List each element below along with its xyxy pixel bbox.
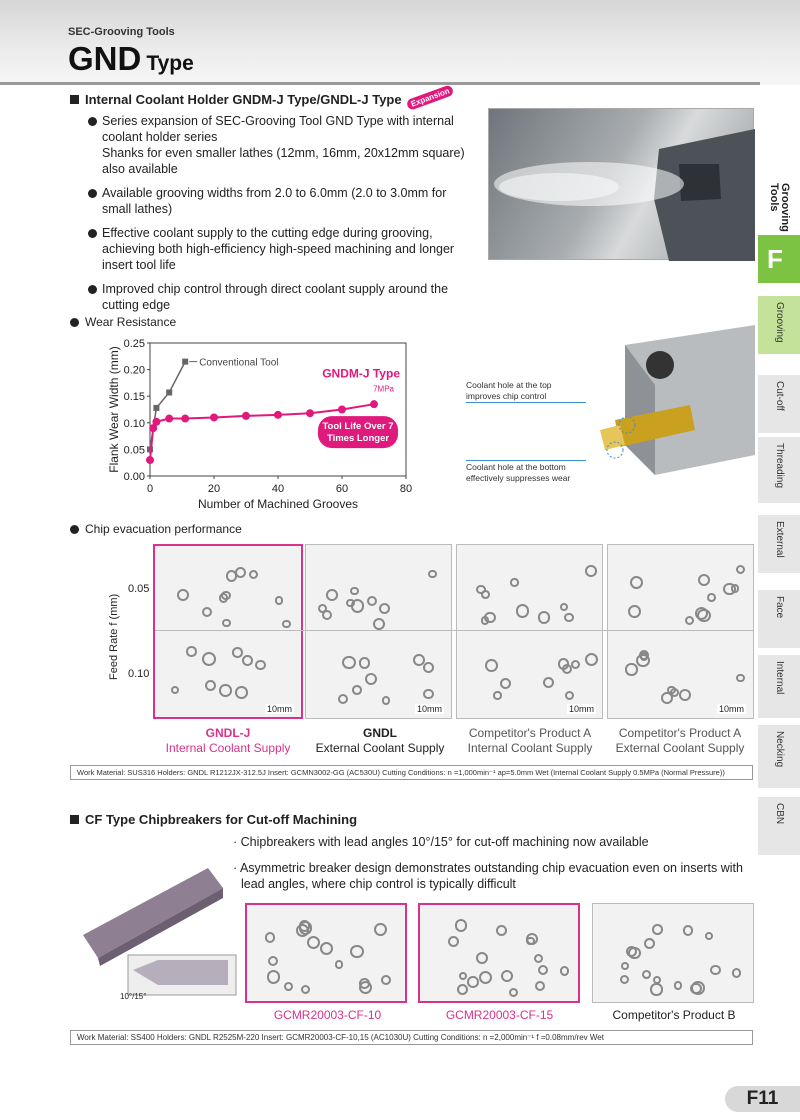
chip-spiral (481, 616, 490, 625)
feed-row-label: 0.05 (128, 583, 150, 595)
sample-label: Competitor's Product B (612, 1008, 736, 1022)
cf-line: · Asymmetric breaker design demonstrates outstanding chip evacuation even on inserts with lead angles, where chip control is typically difficult (233, 861, 743, 891)
cf-conditions: Work Material: SS400 Holders: GNDL R2525M-220 Insert: GCMR20003-CF-10,15 (AC1030U) Cutting Conditions: n =2,000min⁻¹ f =0.08mm/rev Wet (70, 1030, 753, 1045)
sample-photo-cf15 (418, 903, 580, 1003)
y-tick-label: 0.15 (123, 391, 145, 404)
chip-spiral (652, 924, 663, 935)
chip-spiral (205, 680, 216, 691)
side-tab-internal[interactable] (758, 655, 800, 720)
chip-spiral (485, 659, 498, 672)
side-tab-cutoff[interactable] (758, 375, 800, 435)
feature-item: Series expansion of SEC-Grooving Tool GND Type with internal coolant holder series Shanks for even smaller lathes (12mm, 16mm, 20x12mm square) also available (88, 113, 478, 177)
sample-label: GCMR20003-CF-10 (273, 1008, 382, 1022)
chip-spiral (674, 981, 683, 990)
data-point (153, 405, 159, 411)
x-tick-label: 60 (335, 483, 349, 495)
chip-eval-ylabel: Feed Rate f (mm) (108, 593, 120, 680)
chip-spiral (467, 976, 479, 988)
x-axis-label: Number of Machined Grooves (197, 497, 359, 511)
chip-spiral (585, 653, 598, 666)
col-desc: Internal Coolant Supply (467, 741, 593, 755)
data-point (306, 409, 314, 417)
section1-heading (70, 86, 454, 109)
chip-spiral (335, 960, 343, 968)
chip-spiral (560, 966, 570, 976)
wear-chart (100, 333, 430, 513)
chip-spiral (707, 593, 716, 602)
chip-spiral (326, 589, 338, 601)
chip-spiral (691, 981, 705, 995)
chip-spiral (232, 647, 243, 658)
chip-spiral (352, 685, 362, 695)
chip-photo-competitor-a-internal (456, 544, 603, 719)
chip-spiral (481, 590, 490, 599)
col-name: Competitor's Product A (618, 726, 742, 740)
feature-item: Available grooving widths from 2.0 to 6.0mm (2.0 to 3.0mm for small lathes) (88, 185, 478, 217)
chip-spiral (365, 673, 377, 685)
side-tab-letter (758, 235, 800, 285)
tab-label: Threading (774, 443, 785, 489)
tab-label: Cut-off (774, 381, 785, 411)
chip-spiral (359, 978, 370, 989)
chip-spiral (374, 923, 387, 936)
chip-spiral (202, 652, 216, 666)
chip-spiral (242, 655, 253, 666)
chip-spiral (268, 956, 278, 966)
chip-spiral (219, 593, 228, 602)
tab-label: Internal (774, 661, 785, 695)
chip-spiral (423, 689, 434, 700)
data-point (338, 406, 346, 414)
pressure-label: 7MPa (373, 384, 394, 394)
chip-spiral (235, 686, 248, 699)
data-point (152, 418, 160, 426)
data-point (370, 400, 378, 408)
feed-row-label: 0.10 (128, 668, 150, 680)
section1-heading-text: Internal Coolant Holder GNDM-J Type/GNDL-J Type (85, 92, 402, 107)
chip-spiral (736, 565, 745, 574)
chip-spiral (275, 596, 283, 604)
y-tick-label: 0.10 (123, 417, 145, 430)
chip-spiral (222, 619, 231, 628)
side-tab-necking[interactable] (758, 725, 800, 790)
side-tab-grooving[interactable] (758, 296, 800, 356)
chip-spiral (630, 576, 643, 589)
chip-spiral (723, 583, 735, 595)
x-tick-label: 20 (207, 483, 221, 495)
col-desc: External Coolant Supply (615, 741, 745, 755)
chip-spiral (448, 936, 459, 947)
tool-life-text: Times Longer (326, 433, 390, 445)
col-desc: External Coolant Supply (315, 741, 445, 755)
chip-spiral (428, 570, 436, 578)
side-tab-header (758, 85, 800, 235)
tab-label: External (774, 521, 785, 558)
y-tick-label: 0.20 (123, 364, 145, 377)
chip-spiral (526, 937, 535, 946)
data-point (182, 359, 188, 365)
feature-list (88, 113, 478, 321)
chip-spiral (226, 570, 237, 581)
callout-bottom: Coolant hole at the bottom effectively suppresses wear (466, 460, 586, 484)
side-tab-cbn[interactable] (758, 797, 800, 857)
insert-image (78, 860, 238, 1005)
data-point (210, 413, 218, 421)
chip-eval-heading: Chip evacuation performance (70, 522, 242, 536)
chip-spiral (255, 660, 266, 671)
insert-icon (78, 860, 238, 1005)
x-tick-label: 80 (399, 483, 413, 495)
col-desc: Internal Coolant Supply (165, 741, 291, 755)
tab-label: CBN (774, 803, 785, 825)
title-suffix: Type (146, 52, 194, 75)
chip-spiral (338, 694, 348, 704)
chip-spiral (636, 654, 650, 668)
chip-spiral (625, 663, 637, 675)
wear-heading: Wear Resistance (70, 315, 176, 329)
chip-spiral (267, 970, 281, 984)
chip-spiral (500, 678, 511, 689)
side-tab-letter-label: F (767, 244, 783, 274)
sample-photo-competitor-b (592, 903, 754, 1003)
chip-eval-conditions: Work Material: SUS316 Holders: GNDL R1212JX-312.5J Insert: GCMN3002-GG (AC530U) Cutting Conditions: n =1,000min⁻¹ ap=5.0mm Wet (Internal Coolant Supply 0.5MPa (Normal Pressure)) (70, 765, 753, 780)
data-point (166, 389, 172, 395)
side-tab-external[interactable] (758, 515, 800, 575)
legend-gndmj: GNDM-J Type (322, 366, 400, 381)
chip-spiral (683, 925, 693, 935)
x-tick-label: 40 (271, 483, 285, 495)
chip-spiral (626, 946, 637, 957)
y-axis-label: Flank Wear Width (mm) (107, 346, 121, 473)
chip-spiral (423, 662, 434, 673)
chip-spiral (307, 936, 320, 949)
tab-label: Necking (774, 731, 785, 768)
chip-spiral (697, 609, 711, 623)
data-point (181, 415, 189, 423)
chip-spiral (265, 932, 275, 942)
chip-spiral (620, 975, 629, 984)
data-point (274, 411, 282, 419)
scale-bar: 10mm (417, 704, 443, 714)
chip-spiral (535, 981, 545, 991)
chip-spiral (282, 620, 290, 628)
chip-spiral (219, 684, 231, 696)
side-tab-threading[interactable] (758, 437, 800, 505)
feature-item: Improved chip control through direct coolant supply around the cutting edge (88, 281, 478, 313)
tool-life-text: Tool Life Over 7 (322, 421, 394, 433)
data-point (242, 412, 250, 420)
chip-spiral (373, 618, 385, 630)
chip-spiral (621, 962, 629, 970)
chip-spiral (381, 975, 391, 985)
chip-spiral (585, 565, 597, 577)
chip-spiral (501, 970, 513, 982)
side-tab-header-label: Grooving Tools (768, 183, 791, 232)
chip-spiral (538, 611, 550, 623)
coolant-holder-icon (489, 109, 755, 261)
chip-spiral (736, 674, 745, 683)
holder-image (595, 325, 755, 510)
y-tick-label: 0.25 (123, 338, 145, 350)
chip-spiral (342, 656, 355, 669)
feature-item: Effective coolant supply to the cutting edge during grooving, achieving both high-efficiency high-speed machining and longer insert tool life (88, 225, 478, 273)
chip-spiral (177, 589, 189, 601)
tab-label: Face (774, 596, 785, 619)
chip-spiral (670, 688, 679, 697)
coolant-spray-photo (488, 108, 754, 260)
chip-spiral (493, 691, 501, 699)
chip-spiral (650, 983, 662, 995)
chip-spiral (516, 604, 529, 617)
chip-spiral (346, 599, 354, 607)
col-name: GNDL-J (205, 726, 251, 740)
chip-spiral (284, 982, 293, 991)
title-main: GND (68, 40, 142, 77)
chip-spiral (382, 696, 390, 704)
page-title (68, 40, 194, 78)
row-divider (155, 630, 753, 631)
section2-heading: CF Type Chipbreakers for Cut-off Machining (70, 812, 357, 827)
angle-label: 10°/15° (120, 992, 147, 1001)
y-tick-label: 0.05 (123, 444, 145, 457)
cf-line: · Chipbreakers with lead angles 10°/15° for cut-off machining now available (233, 835, 649, 849)
tab-label: Grooving (774, 302, 785, 343)
chip-spiral (186, 646, 196, 656)
chip-spiral (455, 919, 467, 931)
chip-spiral (367, 596, 377, 606)
expansion-badge: Expansion (405, 84, 454, 111)
side-tabs (758, 85, 800, 885)
chip-spiral (510, 578, 518, 586)
x-tick-label: 0 (146, 483, 154, 495)
page-number: F11 (725, 1086, 800, 1112)
legend-conventional: Conventional Tool (199, 357, 279, 369)
chip-spiral (642, 970, 651, 979)
col-name: Competitor's Product A (468, 726, 592, 740)
scale-bar: 10mm (569, 704, 595, 714)
chip-spiral (479, 971, 492, 984)
scale-bar: 10mm (267, 704, 293, 714)
chip-spiral (732, 968, 741, 977)
y-tick-label: 0.00 (123, 471, 145, 483)
callout-top: Coolant hole at the top improves chip control (466, 380, 586, 403)
scale-bar: 10mm (719, 704, 745, 714)
series-label: SEC-Grooving Tools (68, 26, 175, 38)
data-point (146, 456, 154, 464)
holder-drawing-icon (595, 325, 755, 510)
data-point (165, 415, 173, 423)
col-name: GNDL (363, 726, 397, 740)
side-tab-face[interactable] (758, 590, 800, 650)
chip-spiral (359, 657, 371, 669)
sample-label: GCMR20003-CF-15 (445, 1008, 554, 1022)
